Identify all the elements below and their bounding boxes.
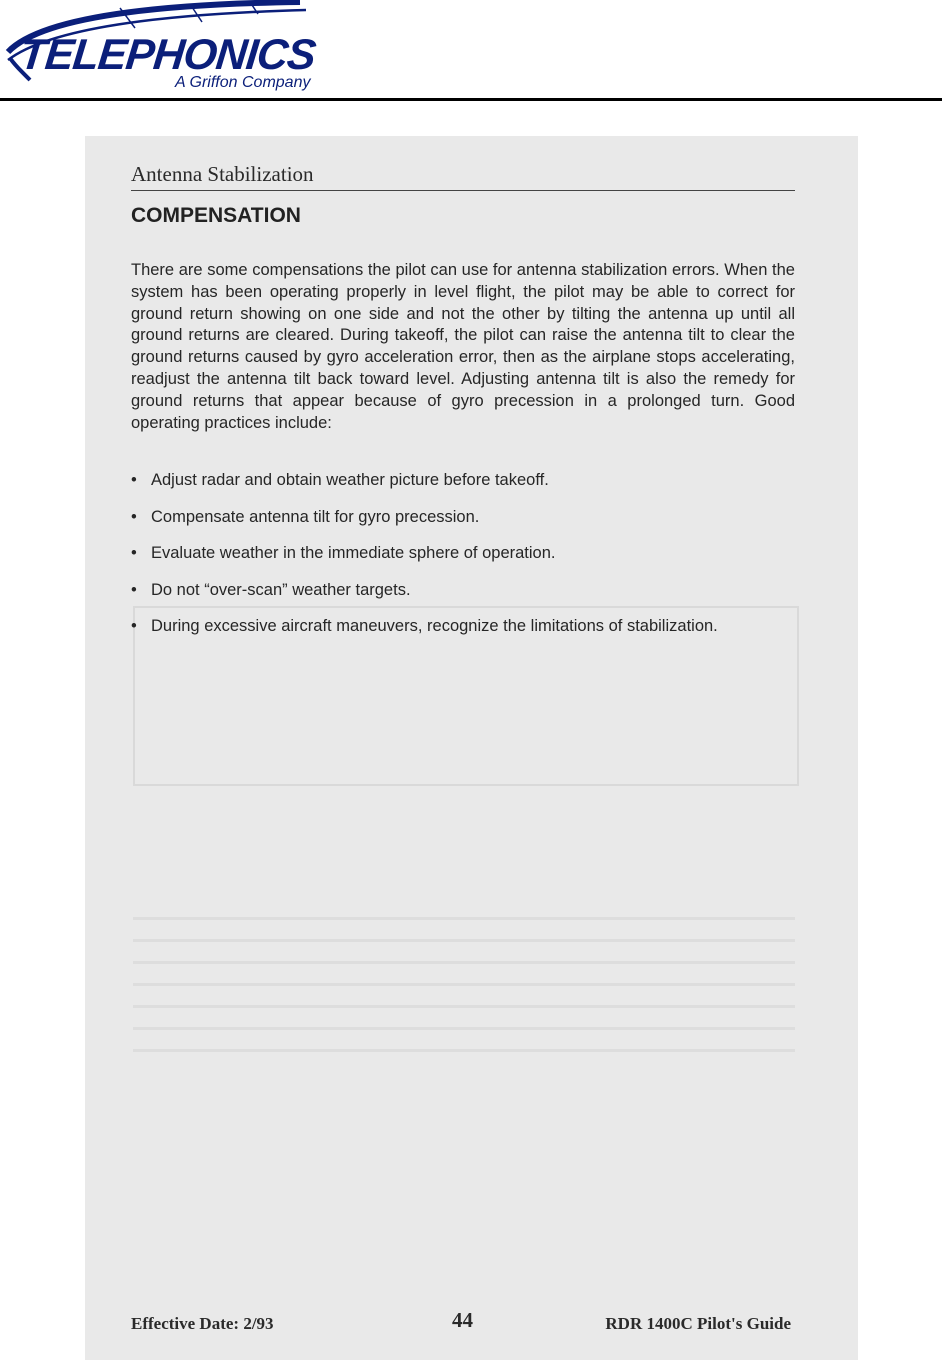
section-divider <box>131 190 795 191</box>
scanned-manual-page <box>85 136 858 1360</box>
practices-list <box>131 470 795 653</box>
effective-date: Effective Date: 2/93 <box>131 1314 274 1333</box>
list-item: • Compensate antenna tilt for gyro precession. <box>131 507 795 528</box>
bleed-through-text <box>133 906 795 1066</box>
body-paragraph: There are some compensations the pilot can use for antenna stabilization errors. When the system has been operating properly in level flight, the pilot may be able to correct for ground return showing on one side and not the other by tilting the antenna up until all ground returns are cleared. During takeoff, the pilot can raise the antenna tilt to clear the ground returns caused by gyro acceleration error, then as the airplane stops accelerating, readjust the antenna tilt back toward level. Adjusting antenna tilt is also the remedy for ground returns that appear because of gyro precession in a prolonged turn. Good operating practices include: <box>131 261 795 432</box>
list-item: • Adjust radar and obtain weather picture before takeoff. <box>131 470 795 491</box>
list-item: • Evaluate weather in the immediate sphere of operation. <box>131 543 795 564</box>
logo-wordmark: TELEPHONICS <box>17 31 318 79</box>
list-item: • During excessive aircraft maneuvers, recognize the limitations of stabilization. <box>131 616 795 637</box>
section-title: Antenna Stabilization <box>131 162 314 186</box>
guide-title: RDR 1400C Pilot's Guide <box>605 1314 791 1333</box>
header-divider <box>0 98 942 101</box>
list-item: • Do not “over-scan” weather targets. <box>131 580 795 601</box>
company-logo <box>0 0 370 100</box>
logo-tagline: A Griffon Company <box>175 74 311 91</box>
page-number: 44 <box>452 1308 473 1332</box>
page-heading: COMPENSATION <box>131 204 301 227</box>
